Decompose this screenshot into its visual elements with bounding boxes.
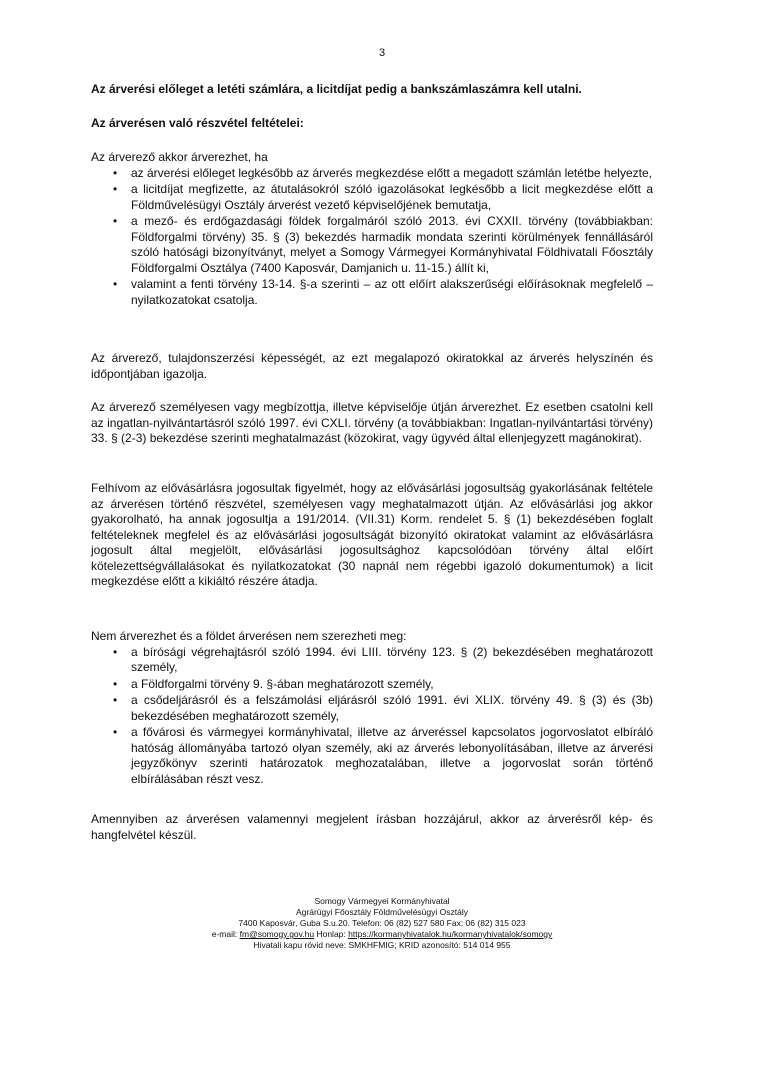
list-item: • a bírósági végrehajtásról szóló 1994. évi LIII. törvény 123. § (2) bekezdésében meghatározott személy,: [113, 644, 653, 674]
list-item: • a csődeljárásról és a felszámolási eljárásról szóló 1991. évi XLIX. törvény 49. § (3) és (3b) bekezdésében meghatározott személy,: [113, 693, 653, 723]
bullet-icon: •: [113, 214, 118, 228]
page-footer: [0, 896, 764, 951]
conditions-intro: Az árverező akkor árverezhet, ha: [91, 150, 268, 164]
recording-paragraph: Amennyiben az árverésen valamennyi megjelent írásban hozzájárul, akkor az árverésről kép- és hangfelvétel készül.: [91, 812, 653, 842]
page-number: 3: [378, 47, 386, 59]
bullet-icon: •: [113, 165, 118, 180]
bullet-icon: •: [113, 676, 118, 691]
list-item: • a fővárosi és vármegyei kormányhivatal, illetve az árveréssel kapcsolatos jogorvoslatot elbíráló hatóság állományába tartozó olyan személy, aki az árverés lebonyolításában, illetve az árverési jegyzőkönyv szerinti határozatok meghozatalában, illetve a jogorvoslat során történő elbírálásában részt vesz.: [113, 725, 653, 786]
footer-contact: 7400 Kaposvár, Guba S.u.20. Telefon: 06 (82) 527 580 Fax: 06 (82) 315 023: [238, 918, 526, 928]
bullet-icon: •: [113, 644, 118, 659]
preemption-paragraph: Felhívom az elővásárlásra jogosultak figyelmét, hogy az elővásárlási jogosultság gyakorlásának feltétele az árverésen történő részvétel, személyesen vagy meghatalmazott útján. Az elővásárlási jog akkor gyakorolható, ha annak jogosultja a 191/2014. (VII.31) Korm. rendelet 5. § (1) bekezdésében foglalt feltételeknek megfelel és az elővásárlási jogosultságát bizonyító okiratokat valamint az elővásárlásra jogosult által megjelölt, elővásárlási jogosultsághoz kapcsolódóan törvény által előírt kötelezettségvállalásokat és nyilatkozatokat (30 napnál nem régebbi igazoló dokumentumok) a licit megkezdése előtt a kikiáltó részére átadja.: [91, 481, 653, 588]
conditions-heading: Az árverésen való részvétel feltételei:: [91, 116, 304, 130]
footer-department: Agrárügyi Főosztály Földművelésügyi Osztály: [296, 907, 468, 917]
footer-org: Somogy Vármegyei Kormányhivatal: [314, 896, 450, 906]
bullet-icon: •: [113, 725, 118, 739]
footer-email-label: e-mail:: [211, 929, 238, 939]
proxy-paragraph: Az árverező személyesen vagy megbízottja, illetve képviselője útján árverezhet. Ez esetben csatolni kell az ingatlan-nyilvántartásról szóló 1997. évi CXLI. törvény (a továbbiakban: Ingatlan-nyilvántartási törvény) 33. § (2-3) bekezdése szerinti meghatalmazást (közokirat, vagy ügyvéd által ellenjegyzett magánokirat).: [91, 400, 653, 445]
list-item: • valamint a fenti törvény 13-14. §-a szerinti – az ott előírt alakszerűségi előírásoknak megfelelő – nyilatkozatokat csatolja.: [113, 277, 653, 307]
list-item: • az árverési előleget legkésőbb az árverés megkezdése előtt a megadott számlán letétbe helyezte,: [113, 165, 652, 180]
excluded-list: [91, 645, 653, 788]
excluded-section: [91, 629, 653, 788]
conditions-section: [91, 150, 653, 309]
payment-instruction: Az árverési előleget a letéti számlára, a licitdíjat pedig a bankszámlaszámra kell utalni.: [91, 82, 582, 96]
list-item: • a licitdíjat megfizette, az átutalásokról szóló igazolásokat legkésőbb a licit megkezdése előtt a Földművelésügyi Osztály árverést vezető képviselőjének bemutatja,: [113, 182, 653, 212]
bullet-icon: •: [113, 693, 118, 707]
bullet-icon: •: [113, 277, 118, 291]
conditions-list: [91, 166, 653, 309]
footer-web-link[interactable]: https://kormanyhivatalok.hu/kormanyhivatalok/somogy: [348, 929, 553, 939]
bullet-icon: •: [113, 182, 118, 196]
footer-email-link[interactable]: fm@somogy.gov.hu: [239, 929, 315, 939]
capacity-paragraph: Az árverező, tulajdonszerzési képességét, az ezt megalapozó okiratokkal az árverés helyszínén és időpontjában igazolja.: [91, 351, 653, 381]
excluded-intro: Nem árverezhet és a földet árverésen nem szerezheti meg:: [91, 629, 407, 643]
footer-web-line: [0, 929, 764, 940]
footer-web-label: Honlap:: [316, 929, 346, 939]
list-item: • a mező- és erdőgazdasági földek forgalmáról szóló 2013. évi CXXII. törvény (továbbiakban: Földforgalmi törvény) 35. § (3) bekezdés harmadik mondata szerinti körülmények fennállásáról szóló hatósági bizonyítványt, melyet a Somogy Vármegyei Kormányhivatal Földhivatali Főosztály Földforgalmi Osztálya (7400 Kaposvár, Damjanich u. 11-15.) állít ki,: [113, 214, 653, 275]
list-item: • a Földforgalmi törvény 9. §-ában meghatározott személy,: [113, 676, 434, 691]
footer-krid: Hivatali kapu rövid neve: SMKHFMIG; KRID azonosító: 514 014 955: [253, 940, 511, 950]
